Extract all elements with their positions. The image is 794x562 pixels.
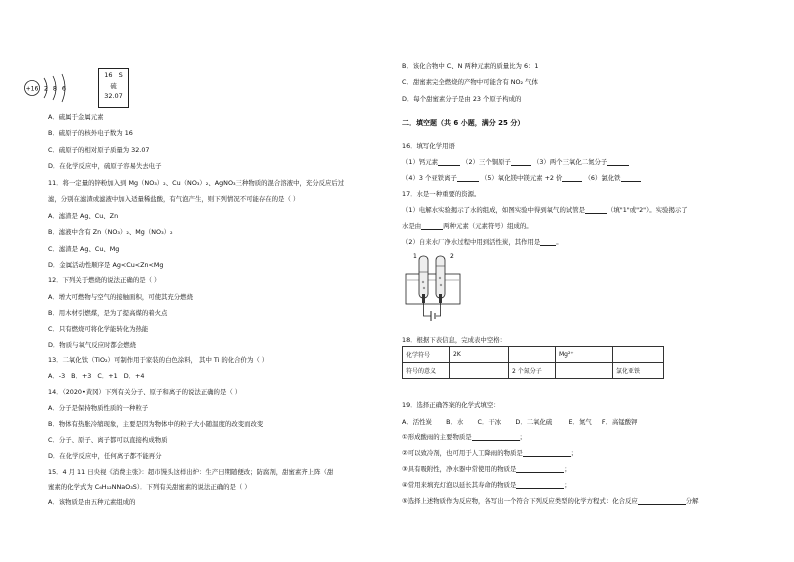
table-cell: 2K <box>450 347 509 363</box>
q15-option-b: B．该化合物中 C、N 两种元素的质量比为 6：1 <box>402 62 539 70</box>
table-cell[interactable] <box>556 363 613 379</box>
q17-line-2 <box>402 222 533 230</box>
periodic-cell <box>98 68 129 108</box>
q16-item-4: （4）3 个亚铁离子 <box>402 174 457 182</box>
q19-item-1: ①形成酸雨的主要物质是 ； <box>402 433 527 441</box>
q11-option-b: B．滤液中含有 Zn（NO₃）₂、Mg（NO₃）₂ <box>48 228 173 236</box>
q19-item-3: ③具有吸附性，净水器中常使用的物质是 ； <box>402 465 571 473</box>
q19-item-2: ②可以致冷剂，也可用于人工降雨的物质是 ； <box>402 449 578 457</box>
q19-item-4-text: ④常用来填充灯泡以延长其寿命的物质是 <box>402 481 517 489</box>
q17-blank-2[interactable] <box>421 222 443 230</box>
q19-item-4: ④常用来填充灯泡以延长其寿命的物质是 ； <box>402 481 571 489</box>
q11-option-d: D．金属活动性顺序是 Ag<Cu<Zn<Mg <box>48 261 164 269</box>
shell-1-count: 2 <box>43 84 49 93</box>
q17-text-1b: （填"1"或"2"）。实验揭示了 <box>607 206 688 214</box>
q13-options: A．-3 B．+3 C．+1 D．+4 <box>48 372 145 380</box>
q17-blank-1[interactable] <box>585 206 607 214</box>
q19-stem: 19．选择正确答案的化学式填空： <box>402 401 500 409</box>
q19-blank-4[interactable] <box>516 481 564 489</box>
test-tube-1 <box>419 256 428 298</box>
q12-stem: 12．下列关于燃烧的说法正确的是（ ） <box>48 276 161 284</box>
q17-text-2b: 两种元素（元素符号）组成的。 <box>443 222 533 230</box>
q19-item-3-text: ③具有吸附性，净水器中常使用的物质是 <box>402 465 517 473</box>
electrolysis-apparatus <box>404 250 464 326</box>
q10-option-d: D．在化学反应中，硫原子容易失去电子 <box>48 162 162 170</box>
sulfur-atom-diagram <box>20 66 92 110</box>
q16-blank-1[interactable] <box>438 158 460 166</box>
q10-option-a: A．硫属于金属元素 <box>48 113 104 121</box>
shell-3-count: 6 <box>61 84 67 93</box>
q11-stem-2: 滤，分别在滤渣或滤液中加入适量稀盐酸，有气泡产生，则下列情况不可能存在的是（ ） <box>48 195 300 203</box>
shell-2-count: 8 <box>52 84 58 93</box>
cell-mass: 32.07 <box>104 92 123 100</box>
table-cell: 氯化亚铁 <box>613 363 664 379</box>
q17-stem: 17．水是一种重要的资源。 <box>402 190 481 198</box>
test-tube-2 <box>436 256 445 298</box>
table-cell: 符号的意义 <box>403 363 450 379</box>
q17-text-3: （2）自来水厂净水过程中用到活性炭，其作用是 <box>402 238 541 246</box>
q19-item-1-text: ①形成酸雨的主要物质是 <box>402 433 472 441</box>
q14-option-a: A．分子是保持物质性质的一种粒子 <box>48 404 149 412</box>
table-cell: Mg²⁺ <box>556 347 613 363</box>
table-cell: 2 个氮分子 <box>509 363 556 379</box>
section-title: 二．填空题（共 6 小题，满分 25 分） <box>402 119 525 127</box>
q16-blank-4[interactable] <box>457 174 479 182</box>
q15-option-a: A．该物质是由五种元素组成的 <box>48 498 136 506</box>
q16-blank-5[interactable] <box>562 174 582 182</box>
q14-option-c: C．分子、原子、离子都可以直接构成物质 <box>48 436 168 444</box>
table-cell[interactable] <box>450 363 509 379</box>
cell-name: 硫 <box>110 82 117 90</box>
circuit-wire <box>424 303 441 316</box>
electrode-1 <box>422 294 425 303</box>
q16-blank-3[interactable] <box>607 158 629 166</box>
q16-item-3: （3）两个三氧化二氮分子 <box>532 158 608 166</box>
cell-number: 16 <box>104 71 113 79</box>
q17-line-1 <box>402 206 688 214</box>
q16-item-2: （2）三个铜原子 <box>462 158 511 166</box>
q19-blank-2[interactable] <box>523 449 571 457</box>
electrode-2 <box>439 294 442 303</box>
q17-line-3: （2）自来水厂净水过程中用到活性炭，其作用是 。 <box>402 238 563 246</box>
nucleus-charge: +16 <box>25 85 39 93</box>
table-cell: 化学符号 <box>403 347 450 363</box>
q15-option-d: D．每个甜蜜素分子是由 23 个原子构成的 <box>402 95 522 103</box>
q17-blank-3[interactable] <box>540 238 556 246</box>
q17-text-2a: 水是由 <box>402 222 422 230</box>
q15-stem-1: 15．4 月 11 日央视《消费主张》：超市馒头这样出炉：生产日期随便改；防腐剂，甜蜜素齐上阵（甜 <box>48 468 334 476</box>
q19-item-5 <box>402 497 699 505</box>
tube-label-1: 1 <box>413 253 417 260</box>
q16-item-6: （6）氯化铁 <box>584 174 621 182</box>
q18-stem: 18．根据下表信息，完成表中空格： <box>402 336 506 344</box>
q11-option-a: A．滤渣是 Ag、Cu、Zn <box>48 212 119 220</box>
tube-label-2: 2 <box>450 253 454 260</box>
q19-tail-text: 分解 <box>685 497 699 505</box>
q12-option-a: A．增大可燃物与空气的接触面积，可使其充分燃烧 <box>48 293 193 301</box>
cell-symbol: S <box>118 71 123 79</box>
q19-item-2-text: ②可以致冷剂，也可用于人工降雨的物质是 <box>402 449 523 457</box>
q16-line-1 <box>402 158 629 166</box>
battery-icon <box>431 311 435 321</box>
q11-stem-1: 11．将一定量的锌粉加入到 Mg（NO₃）₂、Cu（NO₃）₂、AgNO₃三种物质的混合溶液中，充分反应后过 <box>48 179 345 187</box>
water-trough <box>406 274 460 304</box>
table-row <box>403 363 664 379</box>
q15-option-c: C．甜蜜素完全燃烧的产物中可能含有 NO₂ 气体 <box>402 78 538 86</box>
q16-stem: 16．填写化学用语 <box>402 142 455 150</box>
q12-option-d: D．物质与氧气反应时都会燃烧 <box>48 341 136 349</box>
q12-option-b: B．用木材引燃煤，是为了提高煤的着火点 <box>48 309 168 317</box>
q11-option-c: C．滤渣是 Ag、Cu、Mg <box>48 245 120 253</box>
q19-item-5-text: ⑤选择上述物质作为反应物，各写出一个符合下列反应类型的化学方程式：化合反应 <box>402 497 638 505</box>
q16-item-5: （5）氧化镁中镁元素 +2 价 <box>480 174 563 182</box>
q19-blank-5[interactable] <box>638 497 686 505</box>
q10-option-b: B．硫原子的核外电子数为 16 <box>48 129 133 137</box>
q13-stem: 13．二氧化钛（TiO₂）可制作用于家装的白色涂料， 其中 Ti 的化合价为（ ） <box>48 356 269 364</box>
table-cell[interactable] <box>509 347 556 363</box>
q19-blank-1[interactable] <box>472 433 520 441</box>
q19-blank-3[interactable] <box>516 465 564 473</box>
q17-text-1a: （1）电解水实验揭示了水的组成，如图实验中得到氧气的试管是 <box>402 206 586 214</box>
q18-table <box>402 346 664 379</box>
q14-option-d: D．在化学反应中，任何离子都不能再分 <box>48 452 162 460</box>
q10-option-c: C．硫原子的相对原子质量为 32.07 <box>48 146 150 154</box>
q16-blank-6[interactable] <box>621 174 641 182</box>
q12-option-c: C．只有燃烧可将化学能转化为热能 <box>48 325 149 333</box>
q15-stem-2: 蜜素的化学式为 C₆H₁₂NNaO₃S）．下列有关甜蜜素的说法正确的是（ ） <box>48 483 251 491</box>
q16-line-2 <box>402 174 641 182</box>
q16-item-1: （1）钙元素 <box>402 158 439 166</box>
table-row <box>403 347 664 363</box>
q14-option-b: B．物体有热胀冷缩现象，主要是因为物体中的粒子大小随温度的改变而改变 <box>48 420 264 428</box>
q16-blank-2[interactable] <box>511 158 531 166</box>
q19-options: A．活性炭 B．水 C．干冰 D．二氧化硫 E．氮气 F．高锰酸钾 <box>402 418 638 426</box>
q14-stem: 14．（2020•黄冈）下列有关分子、原子和离子的说法正确的是（ ） <box>48 388 242 396</box>
table-cell[interactable] <box>613 347 664 363</box>
